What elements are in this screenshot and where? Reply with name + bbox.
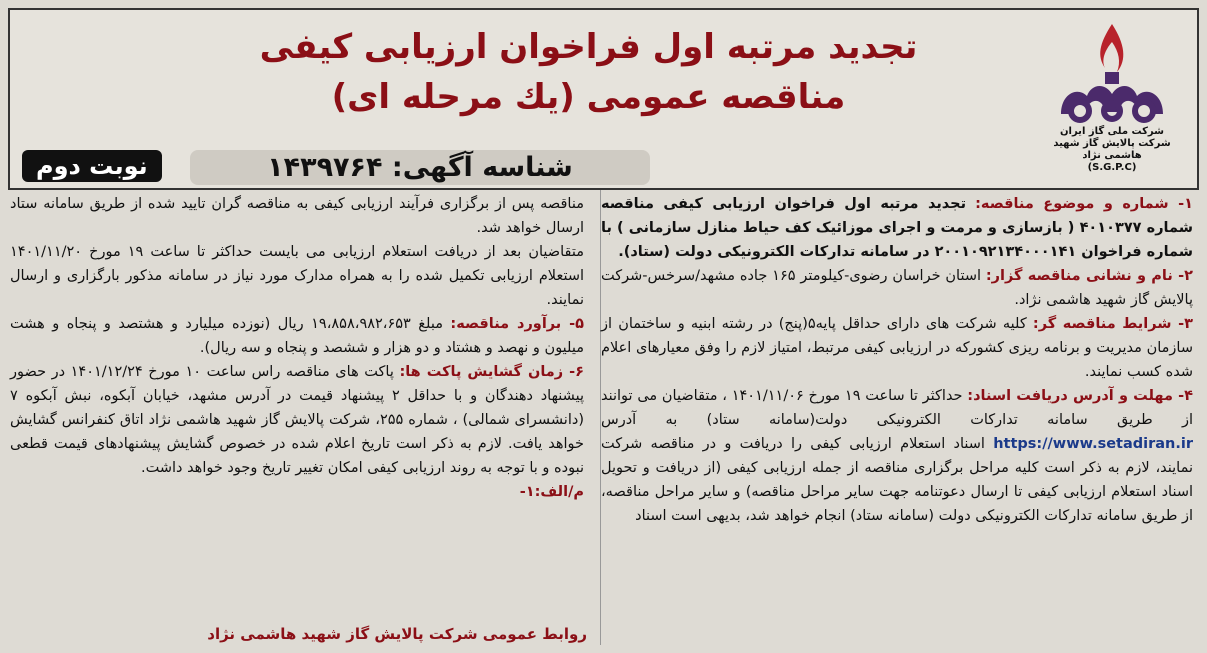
section-1	[601, 192, 1193, 264]
logo-caption-2: شرکت پالایش گاز شهید هاشمی نژاد	[1053, 138, 1171, 161]
section-5-body: مبلغ ۱۹،۸۵۸،۹۸۲،۶۵۳ ریال (نوزده میلیارد و هشتصد و پنجاه و هشت میلیون و نهصد و هشتاد و دو هزار و ششصد و پنجاه و سه ریال).	[10, 316, 584, 356]
paragraph-1: مناقصه پس از برگزاری فرآیند ارزیابی کیفی به مناقصه گران تایید شده از طریق سامانه ستاد ارسال خواهد شد.	[10, 196, 584, 236]
ad-id: شناسه آگهی: ۱۴۳۹۷۶۴	[190, 150, 650, 185]
section-4	[601, 384, 1193, 528]
round-badge: نوبت دوم	[22, 150, 162, 182]
notice-title	[170, 22, 1007, 122]
ref-code: م/الف:۱-	[519, 484, 584, 500]
section-2-heading: ۲- نام و نشانی مناقصه گزار:	[985, 268, 1193, 284]
section-3	[601, 312, 1193, 384]
flame-icon	[1047, 16, 1177, 126]
section-6-heading: ۶- زمان گشایش پاکت ها:	[399, 364, 584, 380]
company-logo	[1037, 16, 1187, 186]
title-line-2: مناقصه عمومی (یك مرحله ای)	[331, 77, 846, 117]
section-1-body: تجدید مرتبه اول فراخوان ارزیابی کیفی مناقصه شماره ۴۰۱۰۳۷۷ ( بازسازی و مرمت و اجرای موزائیک کف حیاط منازل سازمانی ) با شماره فراخوان ۲۰۰۱۰۹۲۱۳۴۰۰۰۱۴۱ در سامانه تدارکات الکترونیکی دولت (ستاد).	[601, 196, 1193, 260]
section-4-body-b: اسناد استعلام ارزیابی کیفی را دریافت و در مناقصه شرکت نمایند، لازم به ذکر است کلیه مراحل برگزاری مناقصه از جمله ارزیابی کیفی (از دریافت و تحویل اسناد استعلام ارزیابی کیفی تا ارسال دعوتنامه جهت سایر مراحل مناقصه) و سایر مراحل مناقصه، از طریق سامانه تدارکات الکترونیکی دولت (سامانه ستاد) انجام خواهد شد، بدیهی است اسناد	[601, 436, 1193, 524]
logo-caption-1: شرکت ملی گاز ایران	[1060, 126, 1164, 137]
section-2	[601, 264, 1193, 312]
section-6	[10, 360, 584, 480]
section-4-body-a: حداکثر تا ساعت ۱۹ مورخ ۱۴۰۱/۱۱/۰۶ ، متقاضیان می توانند از طریق سامانه تدارکات الکترونیکی دولت(سامانه ستاد) به آدرس	[601, 388, 1193, 428]
setad-link[interactable]: https://www.setadiran.ir	[993, 436, 1193, 452]
section-1-heading: ۱- شماره و موضوع مناقصه:	[975, 196, 1194, 212]
section-3-body: کلیه شرکت های دارای حداقل پایه۵(پنج) در رشته ابنیه و ساختمان از سازمان مدیریت و برنامه ریزی کشورکه در ارزیابی کیفی مرتبط، امتیاز لازم را وفق معیارهای اعلام شده کسب نمایند.	[601, 316, 1193, 380]
logo-caption-3: (S.G.P.C)	[1087, 162, 1137, 173]
left-column	[10, 192, 584, 504]
section-6-body: پاکت های مناقصه راس ساعت ۱۰ مورخ ۱۴۰۱/۱۲/۲۴ در حضور پیشنهاد دهندگان و با حداقل ۲ پیشنهاد قیمت در آدرس مشهد، خیابان آبکوه، نبش آبکوه ۷ (دانشسرای شمالی) ، شماره ۲۵۵، شرکت پالایش گاز شهید هاشمی نژاد اتاق کنفرانس گشایش خواهد یافت. لازم به ذکر است تاریخ اعلام شده در خصوص گشایش پیشنهادهای قیمت قطعی نبوده و با توجه به روند ارزیابی کیفی امکان تغییر تاریخ وجود خواهد داشت.	[10, 364, 584, 476]
section-5	[10, 312, 584, 360]
title-line-1: تجدید مرتبه اول فراخوان ارزیابی کیفی	[259, 27, 918, 67]
paragraph-2: متقاضیان بعد از دریافت استعلام ارزیابی می بایست حداکثر تا ساعت ۱۹ مورخ ۱۴۰۱/۱۱/۲۰ استعلام ارزیابی تکمیل شده را به همراه مدارک مورد نیاز در سامانه مذکور بارگزاری و ارسال نمایند.	[10, 244, 584, 308]
section-4-heading: ۴- مهلت و آدرس دریافت اسناد:	[967, 388, 1194, 404]
right-column	[601, 192, 1193, 528]
section-5-heading: ۵- برآورد مناقصه:	[450, 316, 585, 332]
footer-signature: روابط عمومی شرکت پالایش گاز شهید هاشمی نژاد	[207, 625, 587, 643]
section-2-body: استان خراسان رضوی-کیلومتر ۱۶۵ جاده مشهد/سرخس-شرکت پالایش گاز شهید هاشمی نژاد.	[601, 268, 1193, 308]
section-3-heading: ۳- شرایط مناقصه گر:	[1032, 316, 1193, 332]
notice-header	[8, 8, 1199, 190]
ref-code-line	[10, 480, 584, 504]
